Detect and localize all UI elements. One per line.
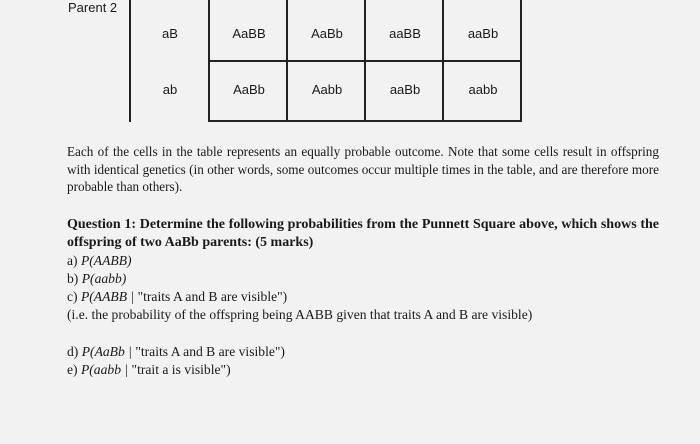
condition-text: "traits A and B are visible") <box>135 344 285 359</box>
table-divider-vertical <box>129 0 131 122</box>
table-grid-line <box>208 120 522 122</box>
table-cell: aaBb <box>389 82 421 97</box>
parent-2-label: Parent 2 <box>68 0 118 15</box>
question-item-e <box>67 362 231 378</box>
table-cell: aaBb <box>467 26 499 41</box>
item-prefix: b) <box>67 271 82 286</box>
table-grid-line <box>208 60 522 62</box>
probability-expression: P(aabb) <box>81 271 127 286</box>
item-prefix: c) <box>67 289 81 304</box>
item-prefix: e) <box>67 362 81 377</box>
question-item-c <box>67 289 287 305</box>
row-label: aB <box>162 26 178 41</box>
table-cell: aabb <box>468 82 498 97</box>
probability-expression: P(AaBb | <box>81 344 136 359</box>
question-item-a <box>67 253 132 269</box>
question-item-d <box>67 344 285 360</box>
question-item-b <box>67 271 126 287</box>
question-item-c-note: (i.e. the probability of the offspring being AABB given that traits A and B are visible) <box>67 307 533 322</box>
probability-expression: P(AABB) <box>80 253 132 268</box>
condition-text: "trait a is visible") <box>131 362 231 377</box>
explanation-paragraph: Each of the cells in the table represents an equally probable outcome. Note that some cells result in offspring with identical genetics (in other words, some outcomes occur multiple times in the table, and are therefore more probable than others). <box>67 144 659 194</box>
table-cell: Aabb <box>311 82 343 97</box>
table-cell: aaBB <box>389 26 421 41</box>
table-cell: AaBB <box>232 26 266 41</box>
question-heading: Question 1: Determine the following probabilities from the Punnett Square above, which shows the offspring of two AaBb parents: (5 marks) <box>67 217 659 250</box>
probability-expression: P(AABB | <box>80 289 138 304</box>
condition-text: "traits A and B are visible") <box>137 289 288 304</box>
table-cell: AaBb <box>233 82 265 97</box>
table-cell: AaBb <box>311 26 343 41</box>
item-prefix: a) <box>67 253 81 268</box>
probability-expression: P(aabb | <box>80 362 132 377</box>
item-prefix: d) <box>67 344 82 359</box>
row-label: ab <box>162 82 178 97</box>
